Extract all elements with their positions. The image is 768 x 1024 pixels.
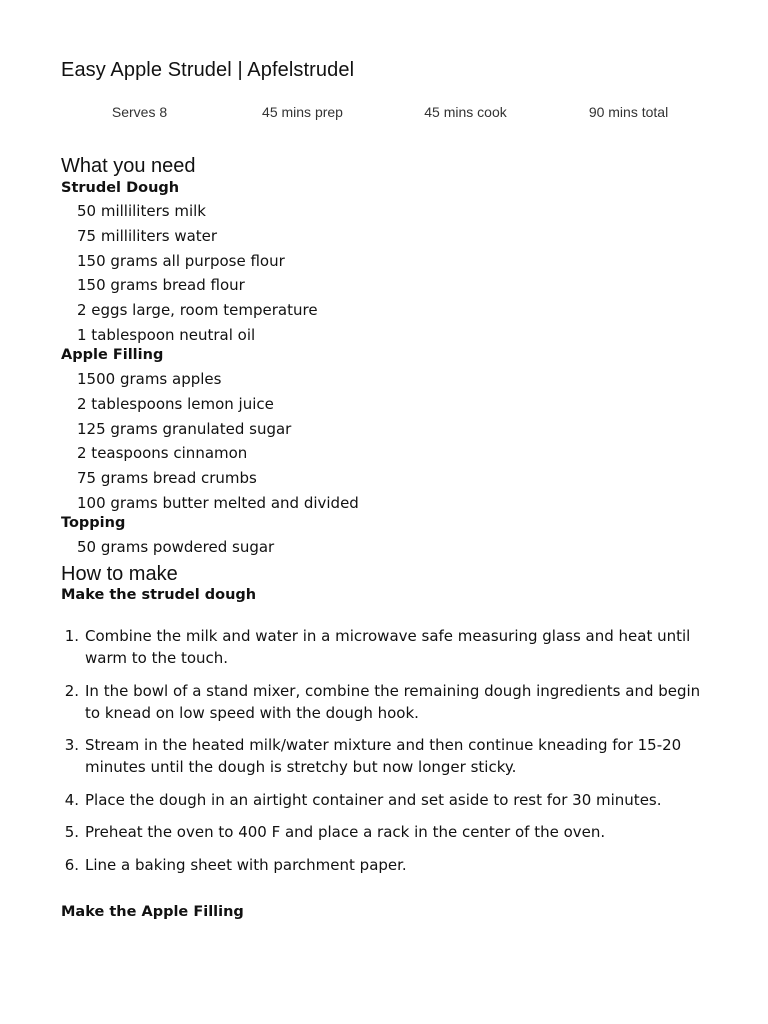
ingredient-list [77,367,359,516]
method-section-title: Make the Apple Filling [61,904,244,920]
ingredient-item: 1500 grams apples [77,370,222,388]
method-section-title: Make the strudel dough [61,587,257,603]
step-number: 2. [64,681,79,700]
recipe-title: Easy Apple Strudel | Apfelstrudel [61,59,355,81]
cook-time: 45 mins cook [424,104,507,120]
ingredient-item: 75 milliliters water [77,226,218,245]
method-step [52,821,712,843]
ingredient-list [77,199,318,348]
ingredients-heading: What you need [61,155,196,177]
step-number: 5. [64,823,79,841]
method-step [52,854,712,876]
step-number: 4. [64,790,79,809]
method-step [52,625,712,669]
ingredient-item: 125 grams granulated sugar [77,419,292,438]
step-number: 3. [64,736,79,754]
step-text: In the bowl of a stand mixer, combine the remaining dough ingredients and begin to knead on low speed with the dough hook. [85,681,701,722]
ingredient-item: 100 grams butter melted and divided [77,493,359,512]
ingredient-item: 2 tablespoons lemon juice [77,394,274,413]
ingredient-item: 50 grams powdered sugar [77,538,275,556]
ingredient-group-title: Topping [61,515,126,531]
ingredient-item: 2 teaspoons cinnamon [77,444,248,463]
step-text: Preheat the oven to 400 F and place a rack in the center of the oven. [85,823,606,841]
method-step [52,734,712,778]
method-step [52,789,712,811]
serves-info: Serves 8 [111,104,168,120]
method-step [52,680,712,724]
step-number: 6. [64,855,79,874]
recipe-meta [58,104,710,120]
ingredient-item: 150 grams bread flour [77,276,245,295]
prep-time: 45 mins prep [262,104,343,120]
step-text: Line a baking sheet with parchment paper. [85,855,407,874]
step-text: Stream in the heated milk/water mixture and then continue kneading for 15-20 minutes until the dough is stretchy but now longer sticky. [85,736,682,776]
ingredient-item: 75 grams bread crumbs [77,469,257,488]
step-text: Combine the milk and water in a microwave safe measuring glass and heat until warm to the touch. [85,627,691,667]
ingredient-list [77,535,274,560]
ingredient-group-title: Apple Filling [61,347,164,363]
ingredient-item: 2 eggs large, room temperature [77,301,318,320]
ingredient-item: 50 milliliters milk [77,202,206,220]
ingredient-item: 1 tablespoon neutral oil [77,325,256,344]
ingredient-item: 150 grams all purpose flour [77,251,285,270]
step-text: Place the dough in an airtight container and set aside to rest for 30 minutes. [85,790,662,809]
total-time: 90 mins total [588,104,669,120]
ingredient-group-title: Strudel Dough [61,180,180,196]
step-number: 1. [64,627,79,645]
method-steps [52,625,712,886]
method-heading: How to make [61,563,178,585]
